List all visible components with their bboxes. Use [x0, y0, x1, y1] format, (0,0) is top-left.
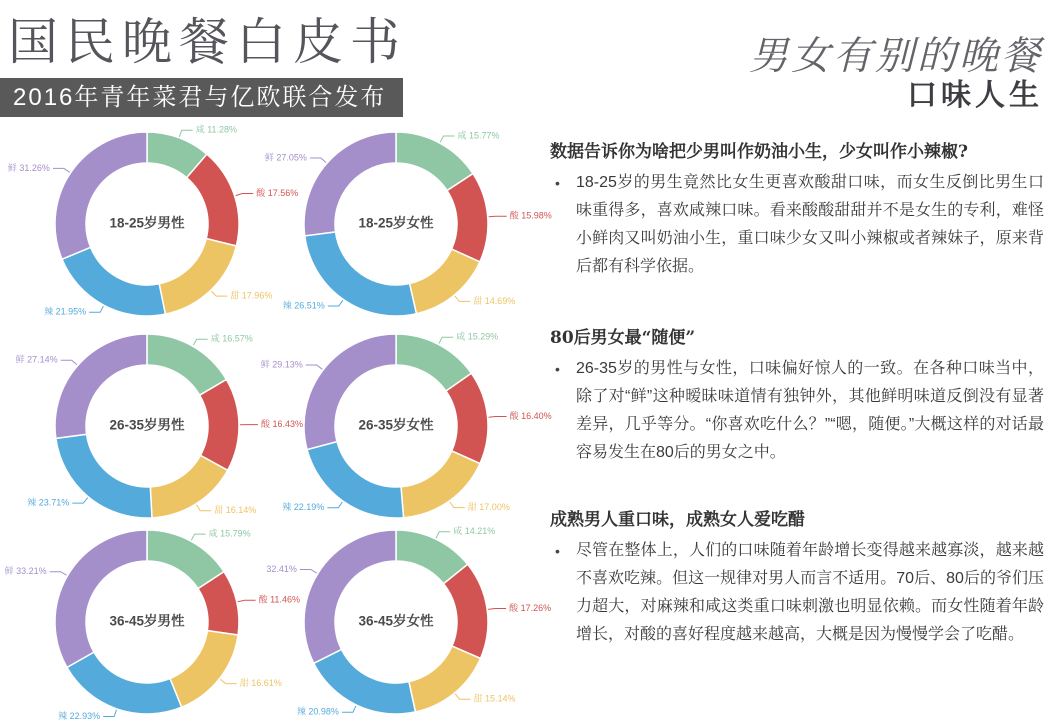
- slice-label-spicy: 辣 23.71%: [27, 496, 69, 507]
- section-youth: [550, 139, 1044, 281]
- section-mature: [550, 507, 1044, 649]
- analysis-column: [550, 139, 1044, 649]
- slice-label-sour: 酸 17.26%: [509, 602, 551, 613]
- slice-label-salty: 咸 15.79%: [209, 527, 251, 538]
- slice-label-spicy: 辣 22.19%: [282, 501, 324, 512]
- slice-umami: [55, 530, 147, 667]
- donut-center-label: 26-35岁男性: [109, 417, 185, 433]
- label-leader-line: [488, 609, 506, 610]
- slice-label-sour: 酸 16.40%: [510, 410, 552, 421]
- section-body: 18-25岁的男生竟然比女生更喜欢酸甜口味，而女生反倒比男生口味重得多，喜欢咸辣口味。看来酸酸甜甜并不是女生的专利，难怪小鲜肉又叫奶油小生，重口味少女又叫小辣椒或者辣妹子，原来背后都有科学依据。: [576, 169, 1044, 281]
- label-leader-line: [489, 417, 507, 418]
- label-leader-line: [61, 360, 77, 365]
- label-leader-line: [436, 532, 450, 538]
- slice-sour: [446, 373, 488, 463]
- slice-spicy: [56, 434, 152, 518]
- slice-label-spicy: 辣 20.98%: [297, 706, 339, 717]
- label-leader-line: [103, 710, 116, 717]
- label-leader-line: [220, 679, 237, 683]
- label-leader-line: [455, 296, 470, 301]
- slice-sour: [447, 174, 488, 262]
- label-leader-line: [50, 572, 67, 576]
- slice-label-umami: 鲜 29.13%: [261, 358, 303, 369]
- label-leader-line: [300, 570, 317, 574]
- slice-label-sweet: 甜 16.61%: [240, 677, 282, 688]
- section-body: 26-35岁的男性与女性，口味偏好惊人的一致。在各种口味当中，除了对“鲜”这种暧昧味道情有独钟外，其他鲜明味道反倒没有显著差异，几乎等分。“你喜欢吃什么？”“嗯，随便。”大概这样的对话最容易发生在80后的男女之中。: [576, 355, 1044, 467]
- slice-label-sour: 酸 11.46%: [259, 594, 300, 605]
- section-post80s: [550, 325, 1044, 467]
- section-heading: 成熟男人重口味，成熟女人爱吃醋: [550, 507, 1044, 533]
- section-heading: 80后男女最“随便”: [550, 325, 1044, 351]
- slice-label-sour: 酸 16.43%: [261, 418, 303, 429]
- slice-label-salty: 咸 11.28%: [196, 124, 237, 135]
- label-leader-line: [53, 168, 70, 172]
- label-leader-line: [440, 136, 454, 142]
- slice-label-salty: 咸 15.29%: [456, 331, 498, 342]
- slice-label-umami: 鲜 27.05%: [265, 151, 307, 162]
- label-leader-line: [310, 158, 326, 163]
- slice-label-umami: 鲜 27.14%: [16, 354, 58, 365]
- label-leader-line: [89, 306, 103, 312]
- slice-spicy: [67, 652, 182, 714]
- slice-sweet: [410, 249, 480, 314]
- publisher-banner: 2016年青年菜君与亿欧联合发布: [0, 78, 403, 117]
- label-leader-line: [439, 337, 453, 343]
- slice-umami: [304, 530, 396, 663]
- slice-label-umami: 鲜 33.21%: [5, 565, 47, 576]
- label-leader-line: [306, 365, 323, 369]
- bullet-icon: •: [550, 537, 576, 565]
- donut-center-label: 26-35岁女性: [358, 417, 434, 433]
- label-leader-line: [179, 130, 192, 137]
- label-leader-line: [197, 505, 212, 511]
- slice-label-spicy: 辣 21.95%: [44, 306, 86, 317]
- donut-center-label: 18-25岁女性: [358, 215, 434, 231]
- donut-center-label: 18-25岁男性: [109, 215, 185, 231]
- label-leader-line: [450, 502, 465, 508]
- slice-label-spicy: 辣 22.93%: [58, 710, 100, 721]
- label-leader-line: [72, 498, 87, 503]
- label-leader-line: [193, 339, 207, 345]
- slice-sweet: [170, 631, 238, 708]
- donut-center-label: 36-45岁男性: [109, 613, 185, 629]
- slice-label-sweet: 甜 14.69%: [473, 295, 515, 306]
- slice-label-sour: 酸 15.98%: [510, 210, 552, 221]
- label-leader-line: [328, 300, 343, 306]
- right-subtitle: 口味人生: [749, 79, 1043, 114]
- bullet-icon: •: [550, 355, 576, 383]
- label-leader-line: [211, 291, 227, 296]
- donut-chart-6: [241, 516, 551, 728]
- slice-spicy: [314, 649, 416, 714]
- right-title: 男女有别的晚餐: [749, 36, 1043, 79]
- slice-label-sweet: 甜 16.14%: [214, 504, 256, 515]
- donut-center-label: 36-45岁女性: [358, 613, 434, 629]
- bullet-icon: •: [550, 169, 576, 197]
- slice-label-sour: 酸 17.56%: [256, 187, 298, 198]
- slice-label-spicy: 辣 26.51%: [283, 299, 325, 310]
- section-heading: 数据告诉你为啥把少男叫作奶油小生，少女叫作小辣椒?: [550, 139, 1044, 165]
- slice-label-sweet: 甜 17.00%: [468, 501, 510, 512]
- slice-label-sweet: 甜 15.14%: [474, 693, 516, 704]
- slice-label-salty: 咸 14.21%: [453, 525, 495, 536]
- section-body: 尽管在整体上，人们的口味随着年龄增长变得越来越寡淡，越来越不喜欢吃辣。但这一规律对男人而言不适用。70后、80后的爷们压力超大，对麻辣和咸这类重口味刺激也明显依赖。而女性随着年龄增长，对酸的喜好程度越来越高，大概是因为慢慢学会了吃醋。: [576, 537, 1044, 649]
- label-leader-line: [455, 694, 470, 699]
- label-leader-line: [489, 216, 507, 217]
- page-title: 国民晚餐白皮书: [8, 2, 407, 74]
- right-header: [749, 36, 1043, 113]
- slice-label-salty: 咸 16.57%: [211, 333, 253, 344]
- label-leader-line: [342, 706, 356, 712]
- slice-sour: [200, 380, 239, 471]
- slice-label-umami: 鲜 31.26%: [8, 162, 50, 173]
- donut-chart-2: [241, 118, 551, 330]
- slice-label-salty: 咸 15.77%: [458, 129, 500, 140]
- slice-umami: [55, 132, 147, 259]
- slice-label-sweet: 甜 17.96%: [230, 289, 272, 300]
- slice-sweet: [409, 646, 481, 712]
- slice-label-umami: 32.41%: [266, 564, 297, 574]
- slice-sour: [444, 564, 488, 658]
- donut-chart-4: [241, 320, 551, 532]
- slice-sour: [187, 154, 239, 246]
- slice-sweet: [159, 239, 236, 315]
- label-leader-line: [191, 534, 205, 540]
- label-leader-line: [327, 502, 342, 508]
